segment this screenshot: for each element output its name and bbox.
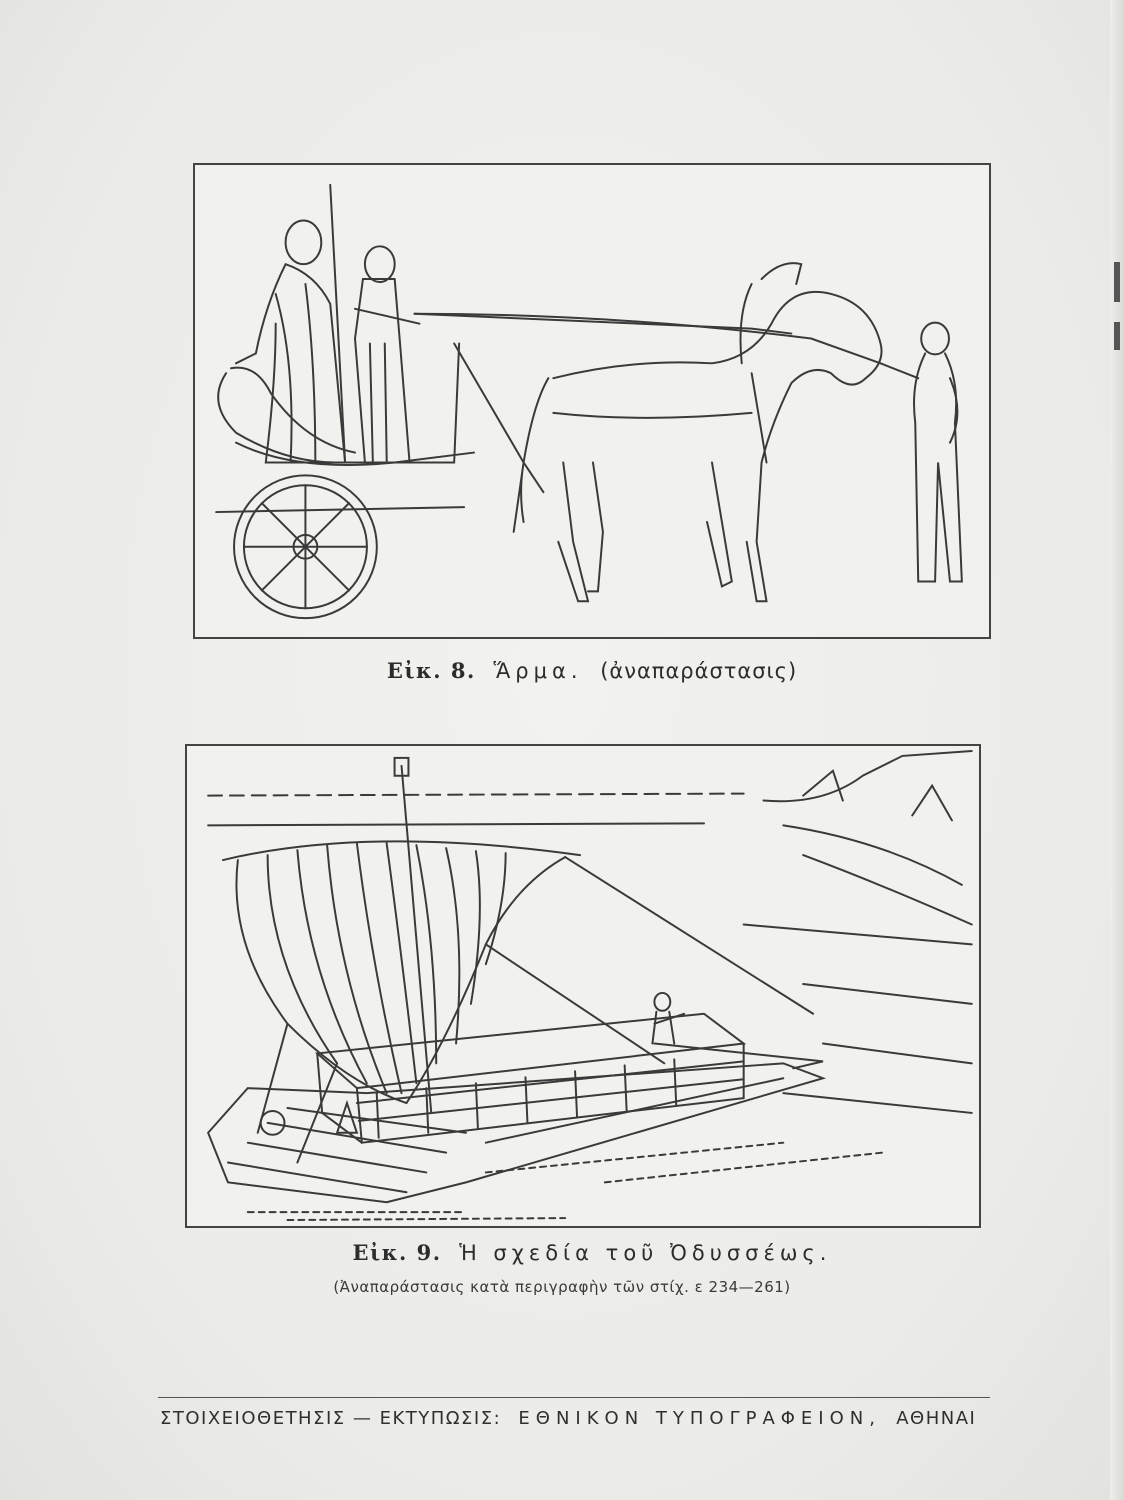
footer-rule [158, 1397, 990, 1398]
raft-illustration [185, 744, 981, 1228]
edge-mark [1114, 322, 1120, 350]
imprint-line [160, 1408, 990, 1429]
edge-mark [1114, 262, 1120, 302]
imprint-city: ΑΘΗΝΑΙ [896, 1408, 977, 1429]
page-edge [1110, 0, 1124, 1500]
chariot-illustration [193, 163, 991, 639]
figure-9-subcaption: (Ἀναπαράστασις κατὰ περιγραφὴν τῶν στίχ. ε 234—261) [333, 1278, 791, 1296]
figure-9-label: Εἰκ. 9. [352, 1240, 442, 1265]
figure-8-caption [30, 658, 1124, 683]
figure-8-note: (ἀναπαράστασις) [600, 659, 798, 683]
figure-8-label: Εἰκ. 8. [386, 658, 476, 683]
imprint-printer: ΕΘΝΙΚΟΝ ΤΥΠΟΓΡΑΦΕΙΟΝ, [518, 1408, 881, 1429]
chariot-drawing [195, 165, 989, 637]
raft-drawing [187, 746, 979, 1226]
imprint-prefix: ΣΤΟΙΧΕΙΟΘΕΤΗΣΙΣ — ΕΚΤΥΠΩΣΙΣ: [160, 1408, 502, 1429]
figure-9-caption [30, 1240, 1124, 1265]
figure-9-title: Ἡ σχεδία τοῦ Ὀδυσσέως. [459, 1241, 832, 1265]
figure-8-title: Ἅρμα. [493, 659, 583, 683]
